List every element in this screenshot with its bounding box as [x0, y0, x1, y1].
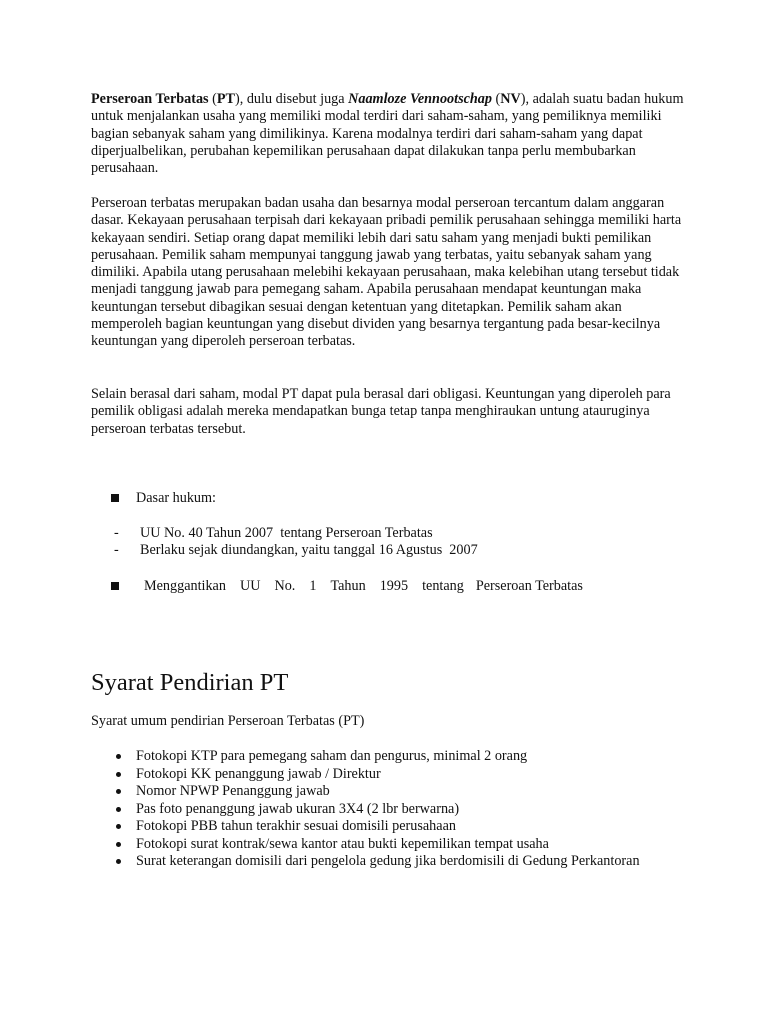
legal-item-effective: Berlaku sejak diundangkan, yaitu tanggal 16 Agustus 2007 — [140, 542, 478, 558]
term-bold: Perseroan Terbatas — [91, 91, 209, 107]
bullet-icon — [116, 807, 121, 812]
list-item: Fotokopi KK penanggung jawab / Direktur — [91, 766, 640, 784]
list-item: Fotokopi KTP para pemegang saham dan pengurus, minimal 2 orang — [91, 748, 640, 766]
paragraph-characteristics: Perseroan terbatas merupakan badan usaha dan besarnya modal perseroan tercantum dalam anggaran dasar. Kekayaan perusahaan terpisah dari kekayaan pribadi pemilik perusahaan sehingga memiliki harta kekayaan sendiri. Setiap orang dapat memiliki lebih dari satu saham yang menjadi bukti pemilikan perusahaan. Pemilik saham mempunyai tanggung jawab yang terbatas, yaitu sebanyak saham yang dimiliki. Apabila utang perusahaan melebihi kekayaan perusahaan, maka kelebihan utang tersebut tidak menjadi tanggung jawab para pemegang saham. Apabila perusahaan mendapat keuntungan maka keuntungan tersebut dibagikan sesuai dengan ketentuan yang ditetapkan. Pemilik saham akan memperoleh bagian keuntungan yang disebut dividen yang besarnya tergantung pada besar-kecilnya keuntungan yang diperoleh perseroan terbatas. — [91, 195, 682, 350]
bullet-icon — [116, 842, 121, 847]
square-bullet-icon — [111, 494, 119, 502]
bullet-icon — [116, 824, 121, 829]
section-heading: Syarat Pendirian PT — [91, 669, 289, 696]
list-item: Surat keterangan domisili dari pengelola gedung jika berdomisili di Gedung Perkantoran — [91, 853, 640, 871]
bullet-icon — [116, 772, 121, 777]
definition-text-rest: , adalah suatu badan hukum untuk menjalankan usaha yang memiliki modal terdiri dari saham-saham, yang pemiliknya memiliki bagian sebanyak saham yang dimilikinya. Karena modalnya terdiri dari saham-saham yang dapat diperjualbelikan, perubahan kepemilikan perusahaan dapat dilakukan tanpa perlu membubarkan perusahaan. — [91, 91, 684, 177]
list-item: Pas foto penanggung jawab ukuran 3X4 (2 lbr berwarna) — [91, 801, 640, 819]
paragraph-bonds: Selain berasal dari saham, modal PT dapat pula berasal dari obligasi. Keuntungan yang diperoleh para pemilik obligasi adalah mereka mendapatkan bunga tetap tanpa menghiraukan untung atauruginya perseroan terbatas tersebut. — [91, 386, 671, 437]
list-item: Fotokopi surat kontrak/sewa kantor atau bukti kepemilikan tempat usaha — [91, 836, 640, 854]
bullet-icon — [116, 859, 121, 864]
dutch-term: Naamloze Vennootschap — [348, 91, 492, 107]
legal-basis-heading: Dasar hukum: — [136, 490, 216, 506]
dash-bullet: - — [114, 542, 119, 558]
paragraph-definition: Perseroan Terbatas (PT), dulu disebut juga Naamloze Vennootschap (NV), adalah suatu badan hukum untuk menjalankan usaha yang memiliki modal terdiri dari saham-saham, yang pemiliknya memiliki bagian sebanyak saham yang dimilikinya. Karena modalnya terdiri dari saham-saham yang dapat diperjualbelikan, perubahan kepemilikan perusahaan dapat dilakukan tanpa perlu membubarkan perusahaan. — [91, 91, 684, 177]
legal-item-law: UU No. 40 Tahun 2007 tentang Perseroan Terbatas — [140, 525, 433, 541]
section-intro: Syarat umum pendirian Perseroan Terbatas (PT) — [91, 713, 365, 729]
bullet-icon — [116, 789, 121, 794]
dutch-abbr: NV — [500, 91, 521, 107]
list-item: Nomor NPWP Penanggung jawab — [91, 783, 640, 801]
legal-replaces: Menggantikan UU No. 1 Tahun 1995 tentang Perseroan Terbatas — [144, 578, 583, 594]
dash-bullet: - — [114, 525, 119, 541]
requirements-list — [91, 748, 640, 871]
square-bullet-icon — [111, 582, 119, 590]
bullet-icon — [116, 754, 121, 759]
definition-text-mid: , dulu disebut juga — [239, 91, 349, 107]
list-item: Fotokopi PBB tahun terakhir sesuai domisili perusahaan — [91, 818, 640, 836]
abbr-bold: PT — [216, 91, 235, 107]
